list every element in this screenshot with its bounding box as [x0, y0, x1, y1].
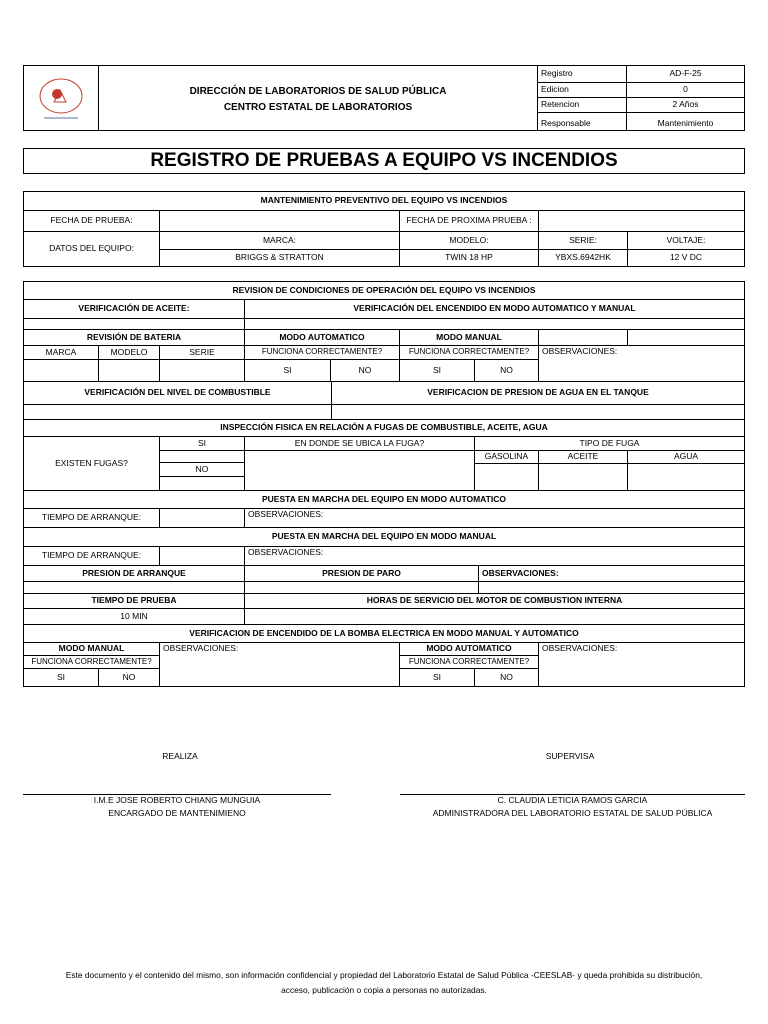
horas-servicio-label: HORAS DE SERVICIO DEL MOTOR DE COMBUSTION INTERNA [244, 593, 745, 609]
arranque-auto-tiempo-field[interactable] [159, 508, 245, 528]
marca-label: MARCA: [159, 231, 400, 250]
realiza-label: REALIZA [162, 751, 198, 761]
bateria-marca-field[interactable] [23, 359, 99, 382]
tipo-aceite[interactable]: ACEITE [538, 450, 628, 464]
nombre-supervisa: C. CLAUDIA LETICIA RAMOS GARCIA [497, 795, 648, 805]
encendido-label: VERIFICACIÓN DEL ENCENDIDO EN MODO AUTOMATICO Y MANUAL [244, 299, 745, 319]
tipo-gasolina-field[interactable] [474, 463, 539, 491]
combustible-label: VERIFICACIÓN DEL NIVEL DE COMBUSTIBLE [23, 381, 332, 405]
marca-value[interactable]: BRIGGS & STRATTON [159, 249, 400, 267]
revision-obs-label: OBSERVACIONES: [542, 346, 618, 356]
voltaje-label: VOLTAJE: [627, 231, 745, 250]
presion-agua-field[interactable] [331, 404, 745, 420]
bateria-modelo-field[interactable] [98, 359, 160, 382]
bomba-manual-obs[interactable] [159, 642, 400, 687]
bateria-serie-field[interactable] [159, 359, 245, 382]
serie-label: SERIE: [538, 231, 628, 250]
combustible-field[interactable] [23, 404, 332, 420]
modo-manual-label: MODO MANUAL [399, 329, 539, 346]
donde-fuga-field[interactable] [244, 450, 475, 491]
bomba-manual-no[interactable]: NO [98, 668, 160, 687]
meta-value-registro: AD-F-25 [626, 65, 745, 83]
fuga-si-option[interactable]: SI [159, 436, 245, 451]
supervisa-label: SUPERVISA [545, 751, 595, 761]
logo-cell [23, 65, 99, 131]
bomba-auto-label: MODO AUTOMATICO [399, 642, 539, 656]
org-line2: CENTRO ESTATAL DE LABORATORIOS [223, 102, 413, 113]
manual-si-option[interactable]: SI [399, 359, 475, 382]
arranque-auto-heading: PUESTA EN MARCHA DEL EQUIPO EN MODO AUTOMATICO [23, 490, 745, 509]
bomba-manual-label: MODO MANUAL [23, 642, 160, 656]
bomba-auto-obs-label: OBSERVACIONES: [542, 643, 618, 653]
presiones-obs-label: OBSERVACIONES: [478, 565, 745, 582]
bomba-manual-obs-label: OBSERVACIONES: [163, 643, 239, 653]
footer-line1: Este documento y el contenido del mismo, son información confidencial y propiedad del Laboratorio Estatal de Salud Pública -CEESLAB- y queda prohibida su distribución, [65, 970, 703, 980]
meta-label-responsable: Responsable [537, 112, 627, 131]
datos-equipo-label: DATOS DEL EQUIPO: [23, 231, 160, 267]
presion-paro-label: PRESION DE PARO [244, 565, 479, 582]
fecha-prueba-label: FECHA DE PRUEBA: [23, 210, 160, 232]
modo-auto-label: MODO AUTOMATICO [244, 329, 400, 346]
fecha-prueba-field[interactable] [159, 210, 400, 232]
ceeslab-logo-icon [30, 74, 92, 122]
bomba-auto-si[interactable]: SI [399, 668, 475, 687]
serie-value[interactable]: YBXS.6942HK [538, 249, 628, 267]
revision-observaciones[interactable] [538, 345, 745, 382]
revision-blank-1 [538, 329, 628, 346]
voltaje-value[interactable]: 12 V DC [627, 249, 745, 267]
bomba-auto-obs[interactable] [538, 642, 745, 687]
tiempo-prueba-label: TIEMPO DE PRUEBA [23, 593, 245, 609]
arranque-auto-tiempo-label: TIEMPO DE ARRANQUE: [23, 508, 160, 528]
footer-line2: acceso, publicación o copia a personas no autorizadas. [281, 985, 487, 995]
revision-blank-2 [627, 329, 745, 346]
bateria-label: REVISIÓN DE BATERIA [23, 329, 245, 346]
mantenimiento-heading: MANTENIMIENTO PREVENTIVO DEL EQUIPO VS INCENDIOS [23, 191, 745, 211]
bateria-col-marca: MARCA [23, 345, 99, 360]
fuga-no-option[interactable]: NO [159, 462, 245, 477]
meta-value-edicion: 0 [626, 82, 745, 98]
tipo-gasolina[interactable]: GASOLINA [474, 450, 539, 464]
arranque-auto-obs[interactable] [244, 508, 745, 528]
bomba-manual-si[interactable]: SI [23, 668, 99, 687]
bateria-col-modelo: MODELO [98, 345, 160, 360]
arranque-manual-heading: PUESTA EN MARCHA DEL EQUIPO EN MODO MANUAL [23, 527, 745, 547]
tipo-agua[interactable]: AGUA [627, 450, 745, 464]
bomba-heading: VERIFICACION DE ENCENDIDO DE LA BOMBA ELECTRICA EN MODO MANUAL Y AUTOMATICO [23, 624, 745, 643]
arranque-manual-obs-label: OBSERVACIONES: [248, 547, 324, 557]
header-org-cell [98, 65, 538, 131]
fuga-no-field[interactable] [159, 476, 245, 491]
arranque-manual-tiempo-field[interactable] [159, 546, 245, 566]
fecha-proxima-label: FECHA DE PROXIMA PRUEBA : [399, 210, 539, 232]
funciona-manual-label: FUNCIONA CORRECTAMENTE? [399, 345, 539, 360]
arranque-manual-obs[interactable] [244, 546, 745, 566]
existen-fugas-label: EXISTEN FUGAS? [23, 436, 160, 491]
funciona-auto-label: FUNCIONA CORRECTAMENTE? [244, 345, 400, 360]
bateria-col-serie: SERIE [159, 345, 245, 360]
modelo-label: MODELO: [399, 231, 539, 250]
fugas-heading: INSPECCIÓN FISICA EN RELACIÓN A FUGAS DE COMBUSTIBLE, ACEITE, AGUA [23, 419, 745, 437]
tipo-fuga-label: TIPO DE FUGA [474, 436, 745, 451]
meta-label-retencion: Retencion [537, 97, 627, 113]
modelo-value[interactable]: TWIN 18 HP [399, 249, 539, 267]
bomba-funciona-manual: FUNCIONA CORRECTAMENTE? [23, 655, 160, 669]
cargo-realiza: ENCARGADO DE MANTENIMIENO [108, 808, 246, 818]
fecha-proxima-field[interactable] [538, 210, 745, 232]
tiempo-prueba-value[interactable]: 10 MIN [23, 608, 245, 625]
cargo-supervisa: ADMINISTRADORA DEL LABORATORIO ESTATAL DE SALUD PÚBLICA [432, 808, 713, 818]
donde-fuga-label: EN DONDE SE UBICA LA FUGA? [244, 436, 475, 451]
presion-agua-label: VERIFICACION DE PRESION DE AGUA EN EL TANQUE [331, 381, 745, 405]
manual-no-option[interactable]: NO [474, 359, 539, 382]
meta-value-responsable: Mantenimiento [626, 112, 745, 131]
arranque-auto-obs-label: OBSERVACIONES: [248, 509, 324, 519]
bomba-auto-no[interactable]: NO [474, 668, 539, 687]
tipo-agua-field[interactable] [627, 463, 745, 491]
auto-si-option[interactable]: SI [244, 359, 331, 382]
meta-label-edicion: Edicion [537, 82, 627, 98]
page-title: REGISTRO DE PRUEBAS A EQUIPO VS INCENDIOS [23, 148, 745, 174]
bomba-funciona-auto: FUNCIONA CORRECTAMENTE? [399, 655, 539, 669]
nombre-realiza: I.M.E JOSE ROBERTO CHIANG MUNGUIA [93, 795, 261, 805]
tipo-aceite-field[interactable] [538, 463, 628, 491]
arranque-manual-tiempo-label: TIEMPO DE ARRANQUE: [23, 546, 160, 566]
horas-servicio-field[interactable] [244, 608, 745, 625]
org-line1: DIRECCIÓN DE LABORATORIOS DE SALUD PÚBLICA [189, 86, 447, 97]
presion-arranque-label: PRESION DE ARRANQUE [23, 565, 245, 582]
revision-heading: REVISION DE CONDICIONES DE OPERACIÓN DEL EQUIPO VS INCENDIOS [23, 281, 745, 300]
aceite-label: VERIFICACIÓN DE ACEITE: [23, 299, 245, 319]
meta-value-retencion: 2 Años [626, 97, 745, 113]
meta-label-registro: Registro [537, 65, 627, 83]
auto-no-option[interactable]: NO [330, 359, 400, 382]
